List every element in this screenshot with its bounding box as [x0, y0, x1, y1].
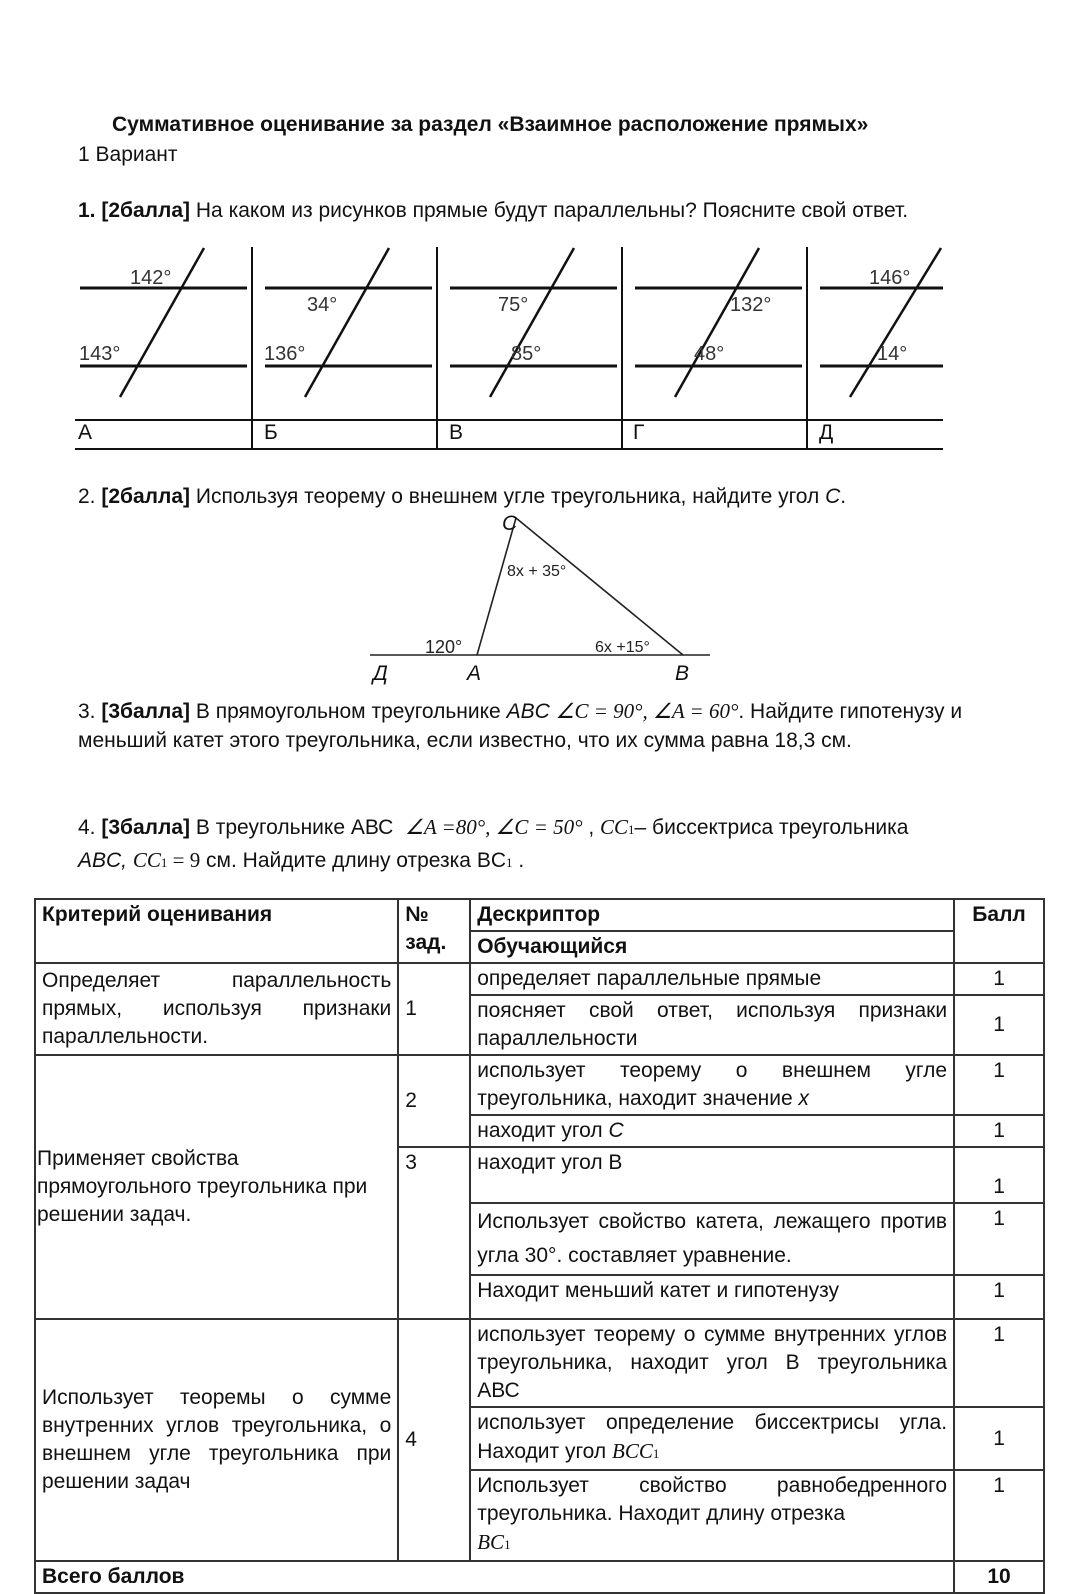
task-3-points: [3балла]: [101, 700, 191, 723]
task-number-1: 1: [398, 963, 470, 1055]
task-2-variable: C: [825, 485, 841, 508]
figure-b-lower-angle: 136°: [264, 343, 306, 365]
figure-b-upper-angle: 34°: [307, 294, 338, 316]
criterion-1: Определяет параллельность прямых, используя признаки параллельности.: [35, 963, 398, 1055]
descriptor-2: поясняет свой ответ, используя признаки параллельности: [470, 995, 954, 1055]
rubric-table: [34, 898, 1045, 1594]
task-number-2: 2: [398, 1055, 470, 1147]
figure-d-upper-angle: 146°: [869, 267, 911, 289]
figure-a-lower-angle: 143°: [79, 343, 121, 365]
task-2-points: [2балла]: [101, 485, 191, 508]
header-criterion: Критерий оценивания: [35, 899, 398, 963]
triangle-figure: [365, 508, 725, 688]
point-d-label: Д: [373, 662, 388, 685]
figure-d-label: Д: [819, 421, 834, 444]
task-3-number: 3.: [78, 700, 96, 723]
vertex-b-label: B: [675, 662, 690, 685]
descriptor-7: Находит меньший катет и гипотенузу: [470, 1275, 954, 1319]
criterion-3: Использует теоремы о сумме внутренних углов треугольника, о внешнем угле треугольника при решении задач: [35, 1319, 398, 1561]
figure-v-lines: [450, 248, 617, 397]
side-cb: [516, 518, 683, 655]
figure-a-upper-angle: 142°: [130, 267, 172, 289]
descriptor-5: находит угол В: [470, 1147, 954, 1203]
task-2-period: .: [840, 485, 847, 508]
descriptor-4-var: C: [608, 1119, 624, 1142]
total-row: [35, 1561, 1044, 1593]
header-task-no: [398, 899, 470, 963]
figures-grid: [75, 245, 943, 455]
descriptor-8: использует теорему о сумме внутренних углов треугольника, находит угол В треугольника АВС: [470, 1319, 954, 1407]
figure-a-label: А: [78, 421, 93, 444]
task-3-angles: ∠C = 90°, ∠A = 60°: [555, 699, 739, 723]
score-2: 1: [954, 995, 1044, 1055]
criterion-2: Применяет свойства прямоугольного треугольника при решении задач.: [35, 1055, 398, 1319]
header-descriptor: Дескриптор: [470, 899, 954, 931]
header-learner: Обучающийся: [470, 931, 954, 963]
table-row: [35, 1319, 1044, 1407]
exterior-angle-a: 120°: [425, 637, 463, 657]
task-4-separator: ,: [582, 816, 601, 839]
task-4-text-b: – биссектриса треугольника: [634, 816, 909, 839]
score-8: 1: [954, 1319, 1044, 1407]
angle-c-expression: 8x + 35°: [507, 563, 567, 580]
task-4-points: [3балла]: [101, 816, 191, 839]
score-4: 1: [954, 1115, 1044, 1147]
descriptor-10-text: Использует свойство равнобедренного треугольника. Находит длину отрезка: [477, 1474, 948, 1525]
total-label: Всего баллов: [35, 1561, 954, 1593]
table-row: [35, 1055, 1044, 1115]
task-2-text: Используя теорему о внешнем угле треугольника, найдите угол: [195, 485, 820, 508]
task-3-text-b: . Найдите гипотенузу и меньший катет этого треугольника, если известно, что их сумма равна 18,3 см.: [78, 700, 963, 752]
header-score: Балл: [954, 899, 1044, 963]
task-4-text-a: В треугольнике АВС: [195, 816, 394, 839]
figure-d-lower-angle: 14°: [877, 343, 908, 365]
total-score: 10: [954, 1561, 1044, 1593]
score-5: 1: [954, 1147, 1044, 1203]
task-4-segment: BC: [476, 849, 506, 872]
score-7: 1: [954, 1275, 1044, 1319]
descriptor-3-text: использует теорему о внешнем угле треугольника, находит значение: [477, 1059, 948, 1110]
task-4-bisector-sub: 1: [628, 822, 635, 837]
table-header-row: [35, 899, 1044, 931]
figure-g-lower-angle: 48°: [694, 343, 725, 365]
task-3-triangle-name: ABC: [506, 700, 550, 723]
figure-v-lower-angle: 85°: [511, 343, 542, 365]
task-2: [78, 482, 978, 511]
task-1-points: [2балла]: [101, 199, 191, 222]
figure-g-lines: [635, 248, 802, 397]
descriptor-10: [470, 1470, 954, 1561]
figure-g-label: Г: [633, 421, 645, 444]
score-1: 1: [954, 963, 1044, 995]
figure-b-lines: [265, 248, 432, 397]
descriptor-10-math: BC: [477, 1530, 505, 1554]
task-4-bisector: CC: [600, 815, 629, 839]
vertex-c-label: C: [502, 512, 518, 535]
descriptor-6: Использует свойство катета, лежащего против угла 30°. составляет уравнение.: [470, 1203, 954, 1275]
figure-b-label: Б: [264, 421, 278, 444]
task-number-3: 3: [398, 1147, 470, 1319]
task-2-number: 2.: [78, 485, 96, 508]
descriptor-9-math-sub: 1: [652, 1446, 660, 1461]
task-number-4: 4: [398, 1319, 470, 1561]
descriptor-3-var: x: [798, 1087, 810, 1110]
task-1-text: На каком из рисунков прямые будут параллельны? Поясните свой ответ.: [195, 199, 909, 222]
descriptor-9-text: использует определение биссектрисы угла. Находит угол: [477, 1411, 948, 1463]
score-3: 1: [954, 1055, 1044, 1115]
angle-b-expression: 6x +15°: [595, 639, 650, 656]
triangle-drawing: [365, 508, 725, 688]
document-title: Суммативное оценивание за раздел «Взаимное расположение прямых»: [112, 113, 869, 136]
task-4-text-c: см. Найдите длину отрезка: [200, 849, 477, 872]
descriptor-4-text: находит угол: [477, 1119, 603, 1142]
task-1: [78, 196, 978, 225]
descriptor-3: [470, 1055, 954, 1115]
score-6: 1: [954, 1203, 1044, 1275]
descriptor-10-math-sub: 1: [504, 1537, 511, 1552]
descriptor-9: [470, 1407, 954, 1470]
task-4-cc1: CC: [132, 848, 161, 872]
task-4-triangle-name: ABC,: [78, 849, 128, 872]
descriptor-4: [470, 1115, 954, 1147]
task-4: [78, 812, 958, 878]
task-4-number: 4.: [78, 816, 96, 839]
descriptor-9-math: BCC: [612, 1439, 653, 1463]
task-4-cc1-sub: 1: [160, 855, 168, 870]
task-4-angles: ∠A =80°, ∠C = 50°: [405, 815, 583, 839]
task-3: [78, 697, 978, 755]
header-task-no-line2: зад.: [405, 931, 447, 954]
table-row: [35, 963, 1044, 995]
vertex-a-label: A: [467, 662, 482, 685]
figure-v-label: В: [449, 421, 464, 444]
score-9: 1: [954, 1407, 1044, 1470]
parallel-lines-figures: [75, 245, 943, 455]
task-4-period: .: [512, 849, 525, 872]
variant-label: 1 Вариант: [78, 143, 178, 166]
task-3-text-a: В прямоугольном треугольнике: [195, 700, 501, 723]
score-10: 1: [954, 1470, 1044, 1561]
figure-v-upper-angle: 75°: [498, 294, 529, 316]
header-task-no-line1: №: [405, 903, 429, 926]
side-ac: [477, 518, 516, 655]
task-4-cc1-value: = 9: [167, 848, 201, 872]
descriptor-1: определяет параллельные прямые: [470, 963, 954, 995]
task-1-number: 1.: [78, 199, 96, 222]
task-4-segment-sub: 1: [506, 855, 513, 870]
figure-g-upper-angle: 132°: [730, 294, 772, 316]
